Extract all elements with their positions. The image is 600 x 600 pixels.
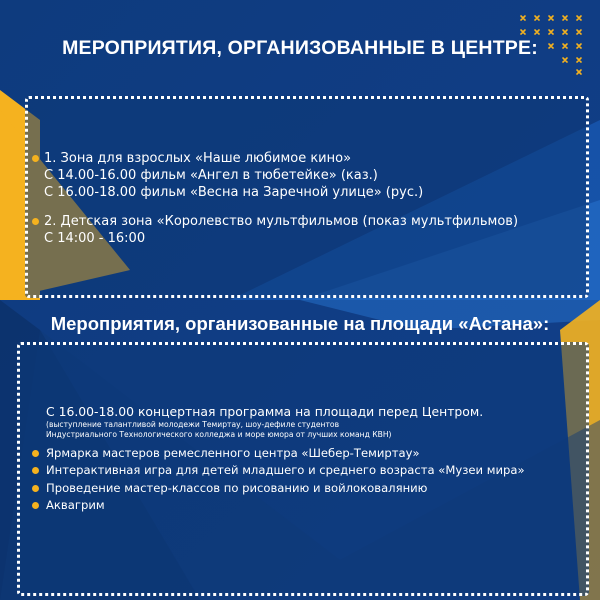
- concert-text: С 16.00-18.00 концертная программа на площади перед Центром.: [46, 404, 484, 419]
- list-item: [32, 150, 587, 201]
- list-item: [32, 213, 587, 247]
- square-events-list: [32, 404, 587, 516]
- item-heading: 1. Зона для взрослых «Наше любимое кино»: [44, 151, 352, 166]
- item-heading: 2. Детская зона «Королевство мультфильмов (показ мультфильмов): [44, 214, 519, 229]
- center-section-title: МЕРОПРИЯТИЯ, ОРГАНИЗОВАННЫЕ В ЦЕНТРЕ:: [62, 37, 538, 59]
- bullet-icon: [32, 218, 39, 225]
- concert-note: (выступление талантливой молодежи Темиртау, шоу-дефиле студентов: [46, 419, 340, 429]
- item-line: С 14.00-16.00 фильм «Ангел в тюбетейке» (каз.): [44, 168, 378, 183]
- center-events-list: [32, 150, 587, 259]
- item-line: С 16.00-18.00 фильм «Весна на Заречной улице» (рус.): [44, 185, 424, 200]
- item-text: Аквагрим: [46, 498, 105, 512]
- concert-item: [32, 404, 587, 440]
- item-text: Проведение мастер-классов по рисованию и войлоковалянию: [46, 480, 428, 495]
- item-text: Интерактивная игра для детей младшего и среднего возраста «Музеи мира»: [46, 463, 525, 477]
- list-item: [32, 481, 587, 497]
- bullet-icon: [32, 485, 39, 492]
- bullet-icon: [32, 450, 39, 457]
- list-item: [32, 498, 587, 514]
- list-item: [32, 463, 587, 479]
- bullet-icon: [32, 155, 39, 162]
- item-text: Ярмарка мастеров ремесленного центра «Шебер-Темиртау»: [46, 445, 420, 460]
- list-item: [32, 446, 587, 462]
- bullet-icon: [32, 467, 39, 474]
- concert-note: Индустриального Технологического колледжа и море юмора от лучших команд КВН): [46, 429, 392, 439]
- bullet-icon: [32, 502, 39, 509]
- item-line: С 14:00 - 16:00: [44, 231, 146, 246]
- square-section-title: Мероприятия, организованные на площади «Астана»:: [50, 313, 550, 334]
